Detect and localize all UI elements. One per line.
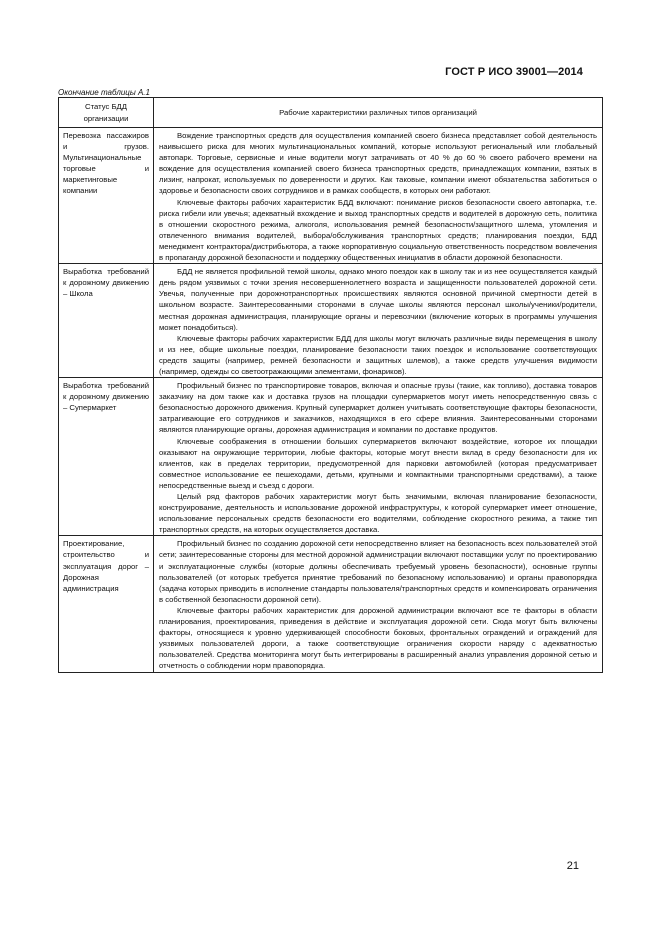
row-status: Перевозка пассажиров и грузов. Мультинациональные торговые и маркетинговые компании (59, 128, 154, 264)
paragraph: Профильный бизнес по транспортировке товаров, включая и опасные грузы (такие, как топливо), доставка товаров заказчику на дом также как и доставка грузов на площадки супермаркетов могут иметь непосредственную связь с безопасностью дорожного движения. Крупный супермаркет должен учитывать соответствующие факторы безопасности, затрагивающие его сотрудников и заказчиков, находящихся в его сфере влияния. Заинтересованными сторонами являются планирующие органы, дорожная администрация и компании по доставке продуктов. (159, 381, 597, 435)
row-description (154, 378, 603, 536)
table-a1 (58, 97, 603, 673)
paragraph: Ключевые факторы рабочих характеристик для дорожной администрации включают все те факторы в области планирования, проектирования, приведения в действие и эксплуатация дорожной сети. Сюда могут быть включены факторы, относящиеся к уровню удерживающей способности боковых, фронтальных ограждений и ограждений для уязвимых пользователей дороги, а также соответствующие ограничения скорости наряду с адекватностью пользователей. Средства мониторинга могут быть интегрированы в расширенный анализ управления дорожной сетью и отчетность о соблюдении норм правопорядка. (159, 605, 597, 671)
table-row (59, 264, 603, 378)
paragraph: Профильный бизнес по созданию дорожной сети непосредственно влияет на безопасность всех пользователей этой сети; заинтересованные стороны для местной дорожной администрации включают поставщики услуг по проектированию и эксплуатационные службы (которые должны обеспечивать требуемый уровень безопасности), основные группы пользователей (от которых требуется принятие требований по безопасному использованию) и органы правопорядка (задача которых приводить в исполнение стандарты пользователя/транспортных средств и компенсировать ограничения в собственной безопасности дорожной сети). (159, 539, 597, 604)
paragraph: БДД не является профильной темой школы, однако много поездок как в школу так и из нее осуществляется каждый день рядом уязвимых с точки зрения несовершеннолетнего возраста и защищенности пользователей дорожной сети. Увечья, полученные при дорожнотранспортных происшествиях являются основной причиной смертности детей в школьном возрасте. Заинтересованными сторонами в случае школы являются персонал школы/ученики/родители, местная дорожная администрация, планирующие органы и перевозчики (включение которых в программы улучшения может понадобиться). (159, 267, 597, 332)
row-description (154, 264, 603, 378)
paragraph: Ключевые факторы рабочих характеристик БДД включают: понимание рисков безопасности своего автопарка, т.е. риска гибели или увечья; адекватный вхождение и выход транспортных средств и водителей в дорожную сеть, политика в отношении скоростного режима, алкоголя, использования ремней безопасности/защитного шлема, утомления и отвлеченного внимания водителей, выбора/обслуживания транспортных средств; планирования поездки, БДД менеджмент контрактора/дистрибьютора, а также корпоративную социальную ответственность посредством вовлечения в пропаганду дорожной безопасности и поддержку общественных инициатив в области дорожной безопасности. (159, 197, 597, 263)
standard-number: ГОСТ Р ИСО 39001—2014 (445, 66, 583, 78)
row-status: Выработка требований к дорожному движению – Супермаркет (59, 378, 154, 536)
paragraph: Целый ряд факторов рабочих характеристик могут быть значимыми, включая планирование безопасности, конструирование, деятельность и использование дорожной инфраструктуры, к которой супермаркет имеет отношение, использование персональных средств безопасности его водителями, соблюдение скоростного режима, а также тип транспортных средств, на которых осуществляется доставка. (159, 492, 597, 535)
paragraph: Ключевые соображения в отношении больших супермаркетов включают воздействие, которое их площадки оказывают на окружающие территории, любые факторы, которые могут внести вклад в среду безопасности для их клиентов, как в пределах территории, предусмотренной для парковки автомобилей (которая предусматривает совместное использование ее пешеходами, детьми, крупными и компактными транспортными средствами), а также непосредственные выезд и съезд с дороги. (159, 436, 597, 490)
column-header-characteristics: Рабочие характеристики различных типов организаций (154, 98, 603, 128)
paragraph: Ключевые факторы рабочих характеристик БДД для школы могут включать различные виды перемещения в школу и из нее, общие школьные поездки, планирование безопасности таких поездок и использование соответствующих средств защиты (например, ремней безопасности и защитных шлемов), а также средств улучшения видимости (например, одежды со светоотражающими элементами, фонариков). (159, 333, 597, 376)
paragraph: Вождение транспортных средств для осуществления компанией своего бизнеса представляет собой деятельность наивысшего риска для многих мультинациональных компаний, которые используют региональный или глобальный автопарк. Торговые, сервисные и иные водители могут затрачивать от 40 % до 60 % своего рабочего времени на вождение для осуществления компанией своего бизнеса транспортных средств, принадлежащих компании, взятых в лизинг, напрокат, используемых по доверенности и других. Как таковые, компании имеют обязательства заботиться о здоровье и безопасности своих сотрудников и в рамках сообществ, в которых они работают. (159, 131, 597, 196)
row-status: Проектирование, строительство и эксплуатация дорог – Дорожная администрация (59, 536, 154, 672)
page-number: 21 (566, 860, 579, 872)
table-row (59, 536, 603, 672)
table-row (59, 378, 603, 536)
row-description (154, 128, 603, 264)
table-row (59, 128, 603, 264)
row-description (154, 536, 603, 672)
row-status: Выработка требований к дорожному движению – Школа (59, 264, 154, 378)
column-header-status: Статус БДД организации (59, 98, 154, 128)
table-caption: Окончание таблицы А.1 (58, 88, 150, 97)
